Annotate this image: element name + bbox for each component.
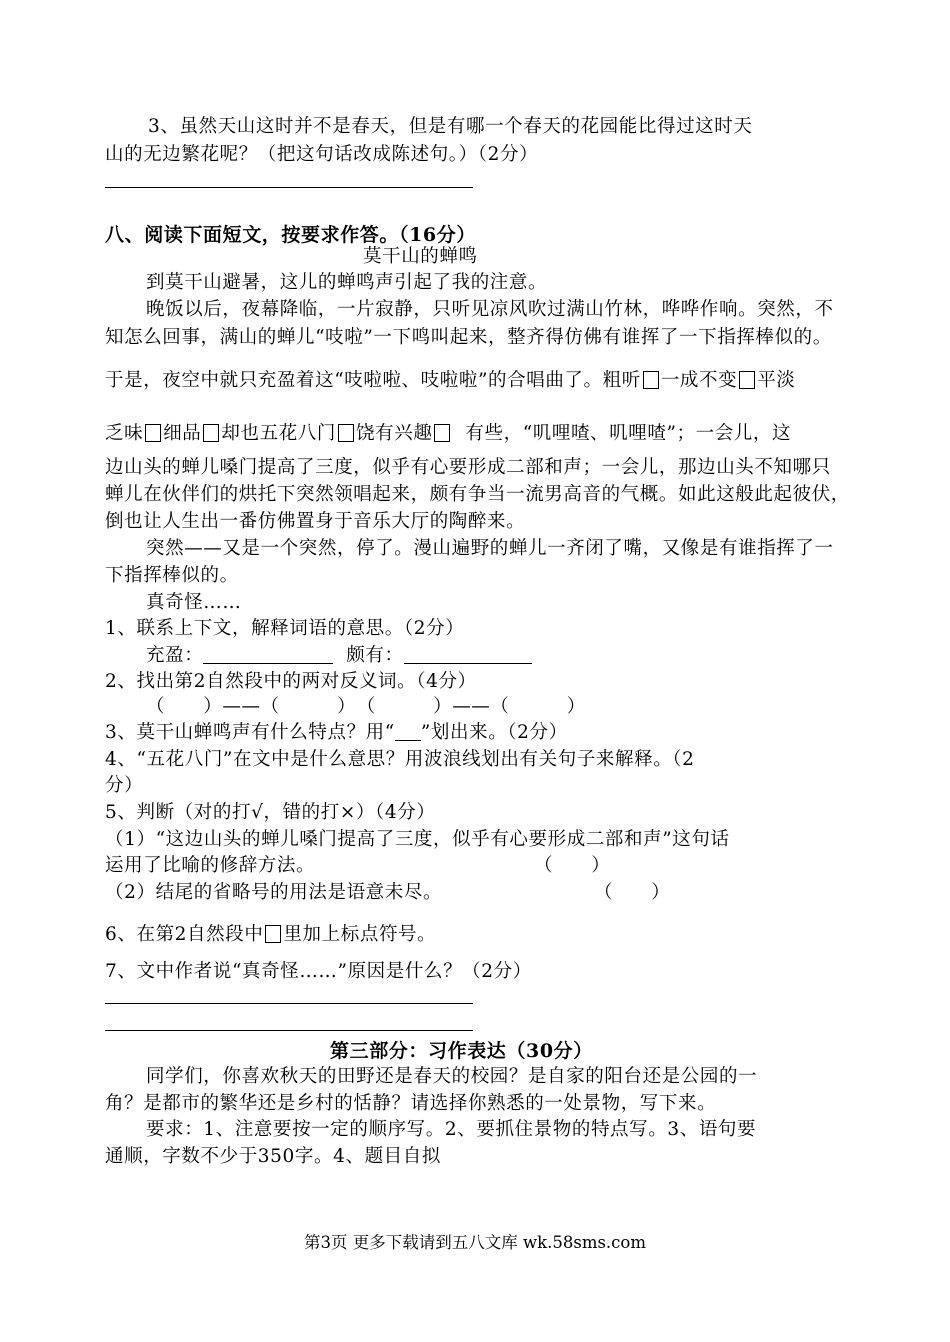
question-3	[105, 720, 568, 746]
underline-sample	[395, 724, 421, 741]
punctuation-box[interactable]	[434, 424, 450, 442]
text-segment: 6、在第2自然段中	[105, 924, 264, 945]
judgement-paren[interactable]: （ ）	[534, 855, 611, 876]
punctuation-box[interactable]	[203, 424, 219, 442]
question-2-blanks[interactable]: （ ）——（ ） （ ）——（ ）	[146, 696, 586, 717]
passage-p4: 真奇怪……	[146, 592, 242, 613]
page-footer: 第3页 更多下载请到五八文库 wk.58sms.com	[304, 1233, 646, 1252]
passage-p2-line6: 蝉儿在伙伴们的烘托下突然领唱起来，颇有争当一流男高音的气概。如此这般此起彼伏，	[105, 484, 850, 505]
text-segment: 却也五花八门	[221, 423, 337, 444]
question-5-2: （2）结尾的省略号的用法是语意未尽。	[105, 882, 443, 903]
punctuation-box[interactable]	[739, 371, 755, 389]
answer-line	[105, 1030, 473, 1031]
question-1-answers	[146, 643, 532, 669]
text-segment: ”划出来。（2分）	[420, 722, 568, 743]
passage-title: 莫干山的蝉鸣	[363, 246, 478, 267]
q-rewrite-line2: 山的无边繁花呢？（把这句话改成陈述句。）（2分）	[105, 144, 539, 165]
punctuation-box-icon	[265, 925, 281, 943]
punctuation-box[interactable]	[145, 424, 161, 442]
passage-p2-line7: 倒也让人生出一番仿佛置身于音乐大厅的陶醉来。	[105, 511, 526, 532]
question-7: 7、文中作者说“真奇怪……”原因是什么？（2分）	[105, 961, 532, 982]
word-poyou: 颇有：	[346, 645, 404, 666]
answer-blank[interactable]	[203, 643, 333, 664]
text-segment: 有些，“叽哩喳、叽哩喳”；一会儿，这	[465, 423, 792, 444]
passage-p2-line2: 知怎么回事，满山的蝉儿“吱啦”一下鸣叫起来，整齐得仿佛有谁挥了一下指挥棒似的。	[105, 327, 832, 348]
answer-blank[interactable]	[404, 643, 532, 664]
passage-p3-line1: 突然——又是一个突然，停了。漫山遍野的蝉儿一齐闭了嘴，又像是有谁指挥了一	[146, 538, 834, 559]
part-3-heading: 第三部分：习作表达（30分）	[330, 1040, 593, 1062]
essay-requirements-line2: 通顺，字数不少于350字。4、题目自拟	[105, 1146, 441, 1167]
word-chongying: 充盈：	[146, 645, 204, 666]
question-5-1-line1: （1）“这边山头的蝉儿嗓门提高了三度，似乎有心要形成二部和声”这句话	[105, 829, 730, 850]
q-rewrite-line1: 3、虽然天山这时并不是春天，但是有哪一个春天的花园能比得过这时天	[148, 116, 753, 137]
passage-p2-line1: 晚饭以后，夜幕降临，一片寂静，只听见凉风吹过满山竹林，哗哗作响。突然，不	[146, 299, 834, 320]
passage-p1: 到莫干山避暑，这儿的蝉鸣声引起了我的注意。	[146, 272, 548, 293]
essay-prompt-line2: 角？是都市的繁华还是乡村的恬静？请选择你熟悉的一处景物，写下来。	[105, 1093, 717, 1114]
question-4-line2: 分）	[105, 775, 144, 796]
question-4-line1: 4、“五花八门”在文中是什么意思？用波浪线划出有关句子来解释。（2	[105, 749, 695, 770]
punctuation-box[interactable]	[643, 371, 659, 389]
answer-line	[105, 187, 473, 188]
question-2: 2、找出第2自然段中的两对反义词。（4分）	[105, 671, 477, 692]
text-segment: 3、莫干山蝉鸣声有什么特点？用“	[105, 722, 395, 743]
question-5: 5、判断（对的打√，错的打×）（4分）	[105, 802, 436, 823]
question-6	[105, 922, 436, 948]
punctuation-box[interactable]	[338, 424, 354, 442]
passage-p2-line5: 边山头的蝉儿嗓门提高了三度，似乎有心要形成二部和声；一会儿，那边山头不知哪只	[105, 457, 831, 478]
section-8-heading: 八、阅读下面短文，按要求作答。（16分）	[105, 224, 476, 246]
text-segment: 一成不变	[660, 370, 738, 391]
passage-p2-line4	[105, 421, 791, 447]
passage-p3-line2: 下指挥棒似的。	[105, 565, 239, 586]
essay-requirements-line1: 要求：1、注意要按一定的顺序写。2、要抓住景物的特点写。3、语句要	[146, 1119, 757, 1140]
essay-prompt-line1: 同学们，你喜欢秋天的田野还是春天的校园？是自家的阳台还是公园的一	[146, 1066, 758, 1087]
text-segment: 里加上标点符号。	[283, 924, 437, 945]
answer-line	[105, 1003, 473, 1004]
text-segment: 于是，夜空中就只充盈着这“吱啦啦、吱啦啦”的合唱曲了。粗听	[105, 370, 641, 391]
text-segment: 细品	[163, 423, 202, 444]
judgement-paren[interactable]: （ ）	[594, 882, 671, 903]
question-1: 1、联系上下文，解释词语的意思。（2分）	[105, 618, 465, 639]
text-segment: 乏味	[105, 423, 144, 444]
passage-p2-line3	[105, 368, 795, 394]
text-segment: 平淡	[757, 370, 796, 391]
text-segment: 饶有兴趣	[356, 423, 433, 444]
question-5-1-line2: 运用了比喻的修辞方法。	[105, 855, 316, 876]
